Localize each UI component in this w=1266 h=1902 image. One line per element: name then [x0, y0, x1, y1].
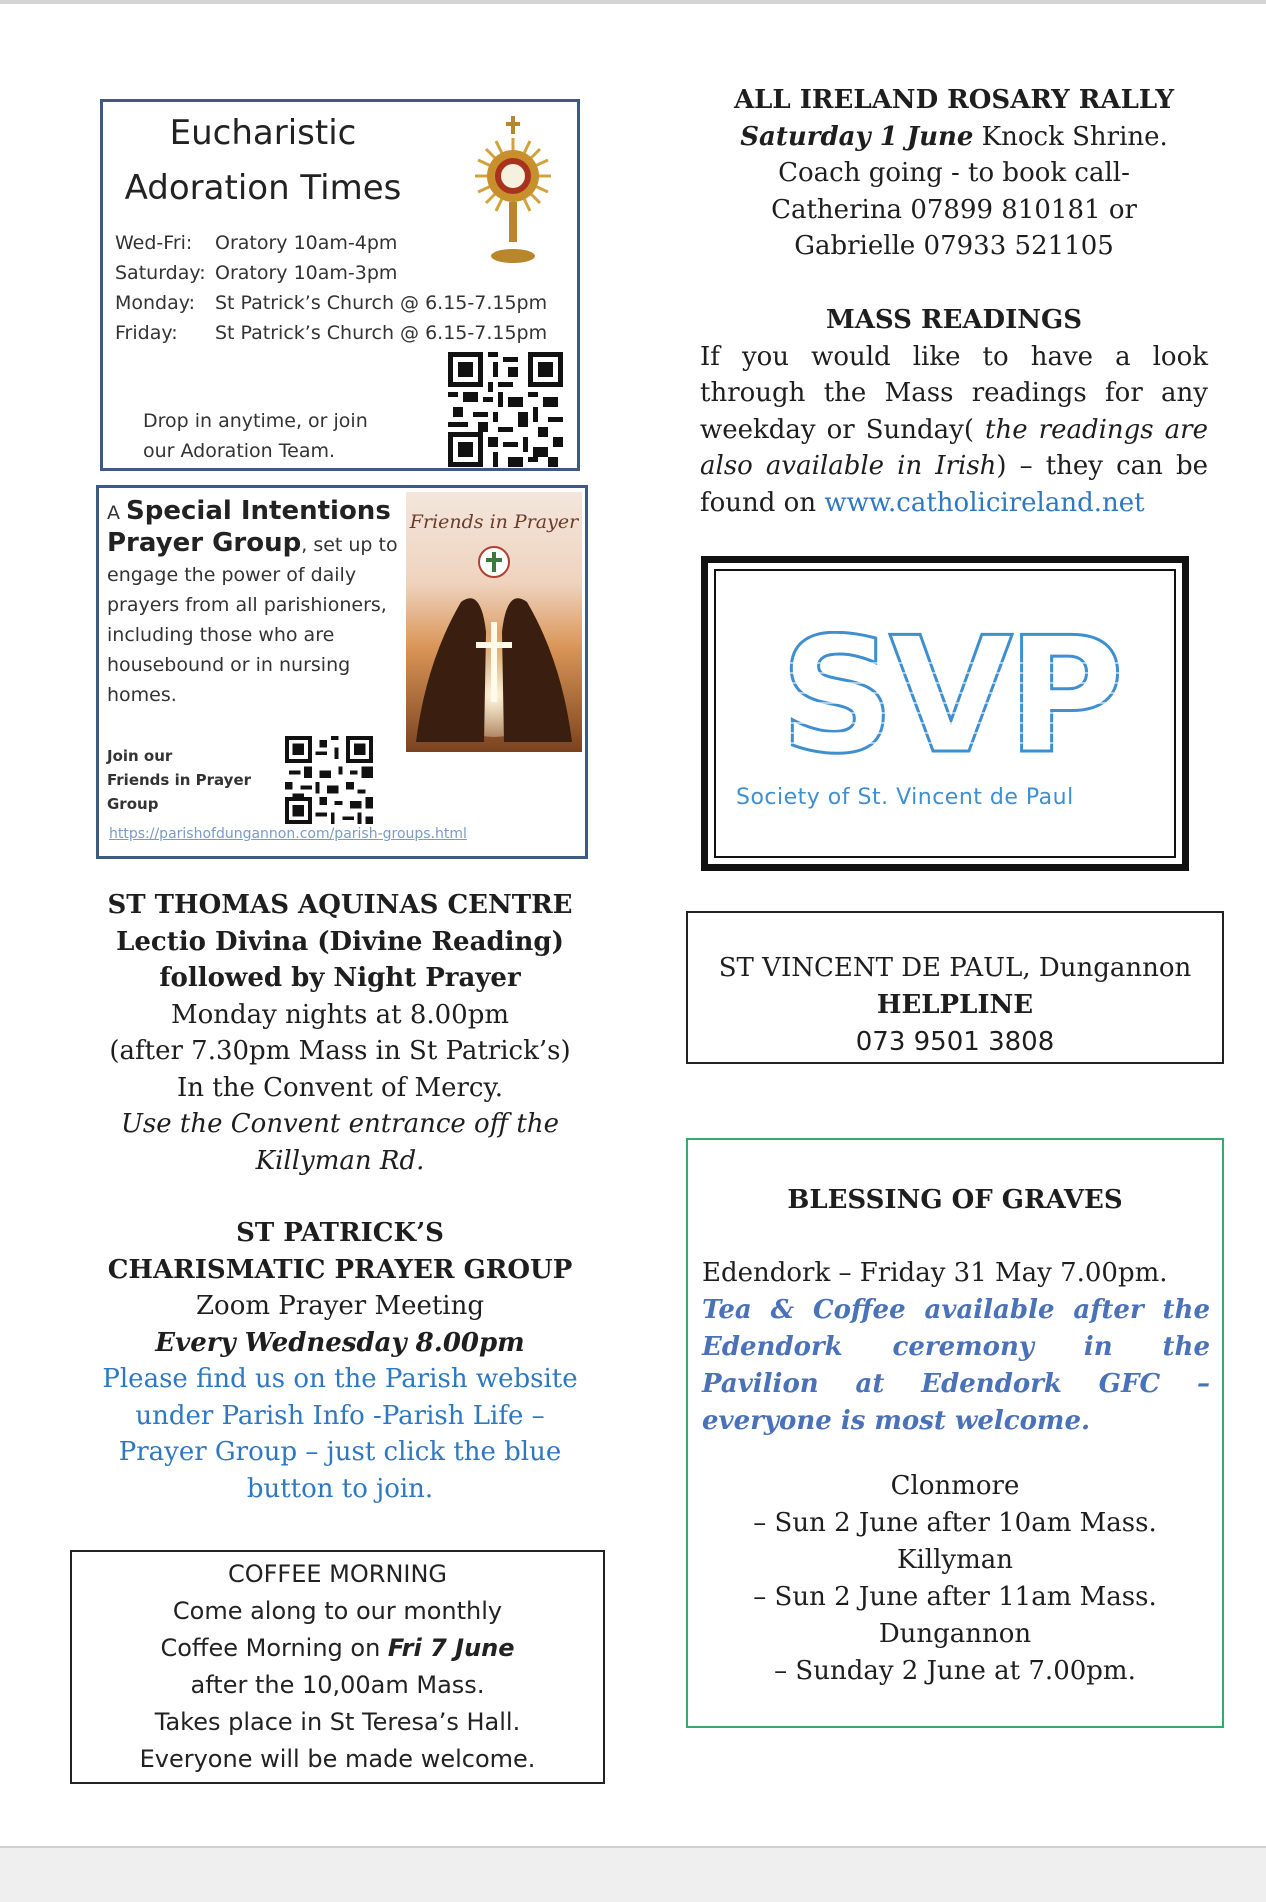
adoration-time-row: Monday: St Patrick’s Church @ 6.15-7.15pm	[115, 292, 548, 314]
adoration-time-row: Wed-Fri: Oratory 10am-4pm	[115, 232, 398, 254]
helpline-org: ST VINCENT DE PAUL, Dungannon	[718, 953, 1192, 983]
friends-in-prayer-image	[406, 492, 582, 752]
eucharistic-adoration-box	[100, 99, 580, 471]
special-intentions-body: , set up to engage the power of daily prayers from all parishioners, including those who are housebound or in nursing homes.	[107, 534, 398, 706]
mass-readings-heading: MASS READINGS	[825, 305, 1083, 335]
eucharistic-title	[113, 106, 413, 216]
blessing-schedule: Clonmore – Sun 2 June after 10am Mass. Killyman – Sun 2 June after 11am Mass. Dungannon – Sunday 2 June at 7.00pm.	[753, 1471, 1157, 1686]
svp-logo-inner-frame	[714, 569, 1176, 858]
edendork-blessing: Edendork – Friday 31 May 7.00pm.	[702, 1258, 1168, 1288]
svp-logo-icon	[724, 631, 1174, 761]
blessing-of-graves-heading: BLESSING OF GRAVES	[787, 1185, 1123, 1215]
helpline-number: 073 9501 3808	[855, 1027, 1055, 1057]
helpline-heading: HELPLINE	[876, 990, 1034, 1020]
parish-groups-link[interactable]: https://parishofdungannon.com/parish-groups.html	[109, 826, 467, 842]
special-intentions-text: A Special Intentions Prayer Group, set up to engage the power of daily prayers from all parishioners, including those who are housebound or in nursing homes.	[107, 496, 398, 706]
svp-logo-box	[701, 556, 1189, 871]
svp-helpline-box	[686, 911, 1224, 1064]
prayer-group-heading: Prayer Group	[107, 528, 302, 558]
blessing-of-graves-box	[686, 1138, 1224, 1728]
aquinas-centre-notice: ST THOMAS AQUINAS CENTRE Lectio Divina (Divine Reading) followed by Night Prayer Monday nights at 8.00pm (after 7.30pm Mass in St Patrick’s) In the Convent of Mercy. Use the Convent entrance off the Killyman Rd.	[107, 890, 573, 1176]
special-intentions-box	[96, 485, 588, 859]
adoration-time-row: Friday: St Patrick’s Church @ 6.15-7.15pm	[115, 322, 548, 344]
adoration-times-list	[115, 228, 547, 348]
coffee-morning-box: COFFEE MORNING Come along to our monthly Coffee Morning on Fri 7 June after the 10,00am Mass. Takes place in St Teresa’s Hall. Everyone will be made welcome.	[70, 1550, 605, 1784]
aquinas-heading: ST THOMAS AQUINAS CENTRE	[107, 890, 573, 920]
charismatic-heading: ST PATRICK’S	[236, 1218, 444, 1248]
catholic-ireland-link[interactable]: www.catholicireland.net	[824, 487, 1145, 518]
eucharistic-title-line1: Eucharistic	[169, 113, 357, 153]
special-intentions-heading: Special Intentions	[126, 496, 391, 526]
svp-letters: SVP	[779, 631, 1119, 761]
adoration-time-row: Saturday: Oratory 10am-3pm	[115, 262, 398, 284]
page-top-border	[0, 0, 1266, 4]
eucharistic-title-line2: Adoration Times	[124, 168, 402, 208]
coffee-morning-heading: COFFEE MORNING	[227, 1560, 448, 1588]
charismatic-prayer-group-notice: ST PATRICK’S CHARISMATIC PRAYER GROUP Zoom Prayer Meeting Every Wednesday 8.00pm Please find us on the Parish website under Parish Info -Parish Life – Prayer Group – just click the blue button to join.	[80, 1215, 600, 1507]
friends-in-prayer-caption: Friends in Prayer	[409, 511, 579, 533]
mass-readings-notice	[700, 302, 1208, 521]
tea-coffee-note: Tea & Coffee available after the Edendork ceremony in the Pavilion at Edendork GFC – everyone is most welcome.	[702, 1295, 1210, 1436]
qr-code-icon[interactable]	[448, 352, 563, 467]
svp-logo-caption: Society of St. Vincent de Paul	[736, 785, 1074, 810]
rosary-rally-heading: ALL IRELAND ROSARY RALLY	[733, 85, 1175, 115]
mass-readings-text: If you would like to have a look through the Mass readings for any weekday or Sunday( the readings are also available in Irish) – they can be found on www.catholicireland.net	[700, 341, 1209, 518]
viewer-bottom-bar	[0, 1846, 1266, 1902]
parish-website-link[interactable]: Please find us on the Parish website under Parish Info -Parish Life – Prayer Group – just click the blue button to join.	[102, 1364, 578, 1504]
qr-code-icon[interactable]	[285, 736, 373, 824]
join-friends-in-prayer: Join our Friends in Prayer Group	[107, 747, 252, 813]
adoration-drop-in-note: Drop in anytime, or join our Adoration Team.	[143, 410, 368, 462]
rosary-rally-notice: ALL IRELAND ROSARY RALLY Saturday 1 June Knock Shrine. Coach going - to book call- Catherina 07899 810181 or Gabrielle 07933 521105	[733, 85, 1175, 261]
